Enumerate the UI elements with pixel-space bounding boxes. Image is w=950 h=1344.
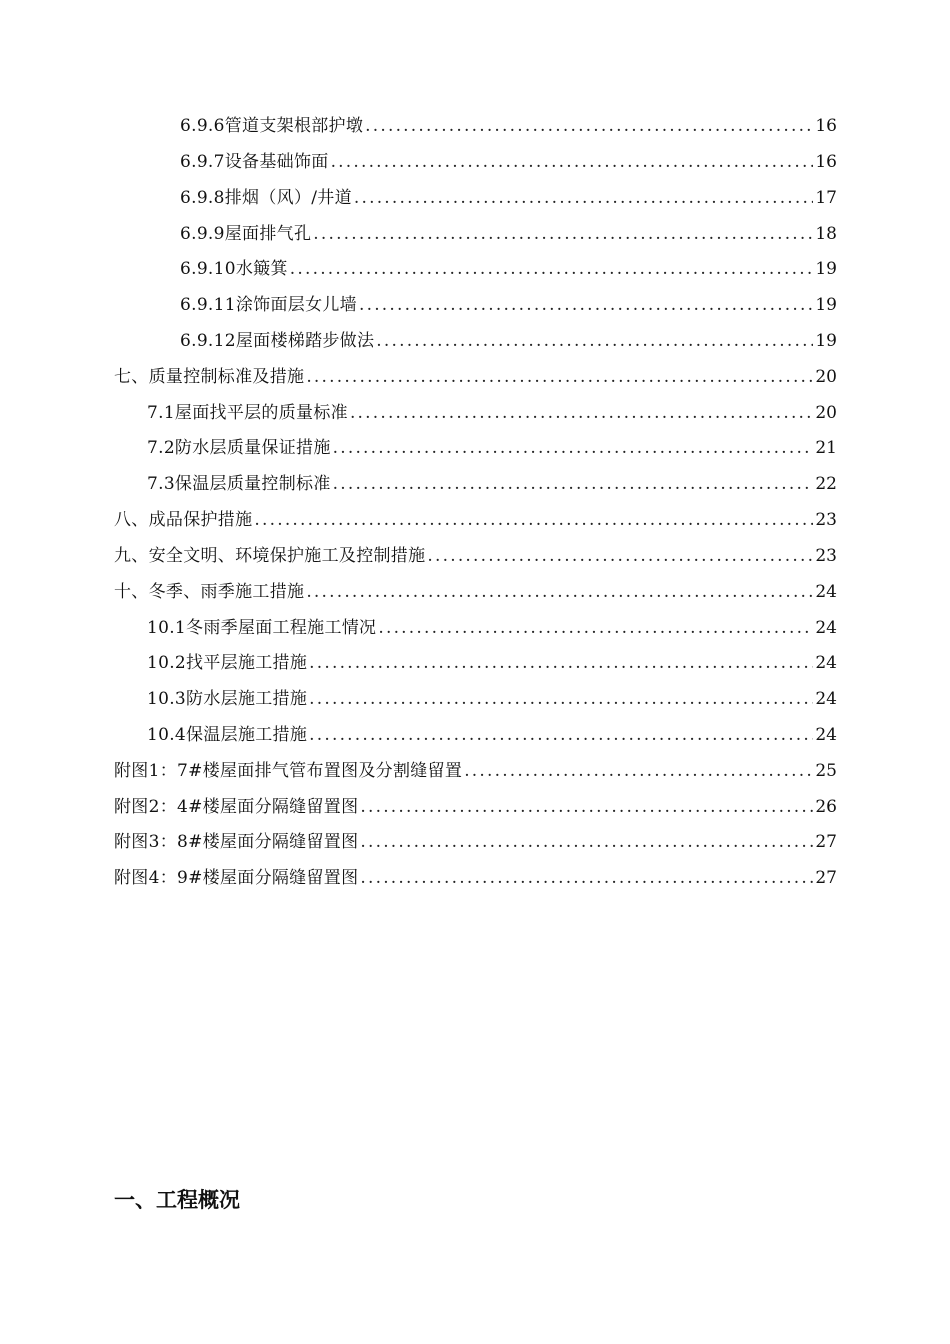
- toc-entry-title: 6.9.10水簸箕: [180, 259, 288, 279]
- toc-entry[interactable]: [114, 831, 837, 853]
- toc-entry-page: 20: [815, 403, 837, 423]
- toc-leader-dots: [290, 258, 814, 280]
- toc-entry-page: 19: [815, 259, 837, 279]
- toc-entry-page: 17: [815, 188, 837, 208]
- toc-entry-title: 10.1冬雨季屋面工程施工情况: [147, 618, 377, 638]
- toc-leader-dots: [365, 115, 813, 137]
- toc-entry-title: 附图2：4#楼屋面分隔缝留置图: [114, 797, 359, 817]
- toc-entry-page: 24: [815, 618, 837, 638]
- toc-leader-dots: [333, 437, 814, 459]
- toc-entry[interactable]: [114, 545, 837, 567]
- toc-leader-dots: [360, 796, 813, 818]
- toc-entry-title: 7.2防水层质量保证措施: [147, 438, 331, 458]
- toc-entry-page: 20: [815, 367, 837, 387]
- toc-leader-dots: [306, 581, 813, 603]
- toc-entry-title: 6.9.11涂饰面层女儿墙: [180, 295, 357, 315]
- toc-leader-dots: [360, 831, 813, 853]
- toc-entry-title: 10.3防水层施工措施: [147, 689, 308, 709]
- toc-entry-title: 十、冬季、雨季施工措施: [114, 582, 305, 602]
- toc-entry[interactable]: [180, 115, 837, 137]
- toc-entry-page: 27: [815, 868, 837, 888]
- toc-entry-title: 附图3：8#楼屋面分隔缝留置图: [114, 832, 359, 852]
- toc-entry[interactable]: [147, 652, 837, 674]
- toc-entry-page: 19: [815, 331, 837, 351]
- toc-entry-page: 27: [815, 832, 837, 852]
- toc-entry[interactable]: [114, 509, 837, 531]
- toc-entry-page: 24: [815, 689, 837, 709]
- toc-entry-page: 24: [815, 582, 837, 602]
- toc-entry[interactable]: [147, 688, 837, 710]
- toc-leader-dots: [359, 294, 813, 316]
- toc-leader-dots: [331, 151, 814, 173]
- toc-entry-title: 7.3保温层质量控制标准: [147, 474, 331, 494]
- toc-entry[interactable]: [114, 760, 837, 782]
- toc-entry[interactable]: [147, 473, 837, 495]
- toc-entry-title: 6.9.12屋面楼梯踏步做法: [180, 331, 375, 351]
- toc-entry-page: 21: [815, 438, 837, 458]
- toc-entry[interactable]: [114, 796, 837, 818]
- toc-entry-title: 10.4保温层施工措施: [147, 725, 308, 745]
- toc-leader-dots: [378, 617, 813, 639]
- toc-entry[interactable]: [114, 581, 837, 603]
- toc-entry[interactable]: [180, 330, 837, 352]
- toc-entry-title: 6.9.6管道支架根部护墩: [180, 116, 364, 136]
- toc-entry-page: 19: [815, 295, 837, 315]
- toc-entry-page: 23: [815, 510, 837, 530]
- toc-entry[interactable]: [147, 437, 837, 459]
- toc-entry-page: 18: [815, 224, 837, 244]
- toc-leader-dots: [360, 867, 813, 889]
- toc-entry[interactable]: [147, 617, 837, 639]
- section-heading: 一、工程概况: [114, 1188, 240, 1212]
- toc-entry-page: 16: [815, 116, 837, 136]
- toc-entry[interactable]: [147, 402, 837, 424]
- toc-entry-title: 九、安全文明、环境保护施工及控制措施: [114, 546, 426, 566]
- toc-entry-title: 6.9.8排烟（风）/井道: [180, 188, 352, 208]
- toc-leader-dots: [376, 330, 813, 352]
- toc-entry-page: 26: [815, 797, 837, 817]
- toc-entry-title: 7.1屋面找平层的质量标准: [147, 403, 348, 423]
- toc-entry[interactable]: [114, 867, 837, 889]
- toc-entry[interactable]: [180, 223, 837, 245]
- toc-entry-title: 附图4：9#楼屋面分隔缝留置图: [114, 868, 359, 888]
- toc-entry-page: 25: [815, 761, 837, 781]
- toc-leader-dots: [309, 724, 813, 746]
- toc-leader-dots: [354, 187, 813, 209]
- toc-entry[interactable]: [180, 187, 837, 209]
- toc-leader-dots: [313, 223, 813, 245]
- toc-leader-dots: [464, 760, 813, 782]
- toc-entry-page: 23: [815, 546, 837, 566]
- toc-entry-page: 16: [815, 152, 837, 172]
- toc-leader-dots: [309, 652, 813, 674]
- toc-entry-page: 24: [815, 725, 837, 745]
- toc-leader-dots: [254, 509, 813, 531]
- toc-leader-dots: [350, 402, 813, 424]
- toc-entry-title: 6.9.7设备基础饰面: [180, 152, 329, 172]
- toc-entry-page: 24: [815, 653, 837, 673]
- toc-entry-title: 10.2找平层施工措施: [147, 653, 308, 673]
- toc-entry-title: 6.9.9屋面排气孔: [180, 224, 312, 244]
- toc-entry[interactable]: [147, 724, 837, 746]
- toc-entry[interactable]: [114, 366, 837, 388]
- toc-leader-dots: [427, 545, 813, 567]
- toc-entry[interactable]: [180, 151, 837, 173]
- toc-entry-page: 22: [815, 474, 837, 494]
- toc-leader-dots: [333, 473, 814, 495]
- toc-entry[interactable]: [180, 294, 837, 316]
- toc-entry-title: 七、质量控制标准及措施: [114, 367, 305, 387]
- toc-entry-title: 附图1：7#楼屋面排气管布置图及分割缝留置: [114, 761, 463, 781]
- toc-entry[interactable]: [180, 258, 837, 280]
- toc-entry-title: 八、成品保护措施: [114, 510, 253, 530]
- toc-leader-dots: [306, 366, 813, 388]
- toc-leader-dots: [309, 688, 813, 710]
